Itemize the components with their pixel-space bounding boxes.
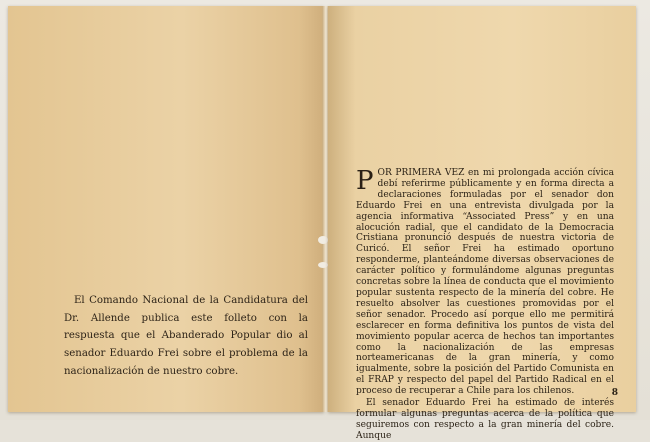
paragraph-1	[356, 168, 614, 397]
right-page	[328, 6, 636, 441]
cover-show-through	[168, 86, 318, 134]
page-number: 8	[611, 388, 618, 398]
left-page-intro: El Comando Nacional de la Candidatura del Dr. Allende publica este folleto con la respuesta que el Abanderado Popular dio al senador Eduardo Frei sobre el problema de la nacionalización de nuestro cobre.	[64, 295, 308, 377]
paragraph-2: El senador Eduardo Frei ha estimado de interés formular algunas preguntas acerca de la política que seguiremos con respecto a la gran minería del cobre. Aunque	[356, 398, 614, 441]
drop-cap: P	[356, 166, 374, 196]
paragraph-1-text: OR PRIMERA VEZ en mi prolongada acción cívica debí referirme públicamente y en forma directa a declaraciones formuladas por el senador don Eduardo Frei en una entrevista divulgada por la agencia informativa “Associated Press” y en una alocución radial, que el candidato de la Democracia Cristiana pronunció después de nuestra victoria de Curicó. El señor Frei ha estimado oportuno responderme, planteándome diversas observaciones de carácter político y formulándome algunas preguntas concretas sobre la línea de conducta que el movimiento popular sustenta respecto de la minería del cobre. He resuelto absolver las cuestiones promovidas por el señor senador. Procedo así porque ello me permitirá esclarecer en forma definitiva los puntos de vista del movimiento popular acerca de hechos tan importantes como la nacionalización de las empresas norteamericanas de la gran minería, y como igualmente, sobre la posición del Partido Comunista en el FRAP y respecto del papel del Partido Radical en el proceso de recuperar a Chile para los chilenos.	[356, 168, 614, 397]
spine-tear	[318, 262, 328, 268]
spine-tear	[318, 236, 328, 244]
right-page-body	[356, 168, 614, 442]
left-page	[8, 6, 324, 412]
